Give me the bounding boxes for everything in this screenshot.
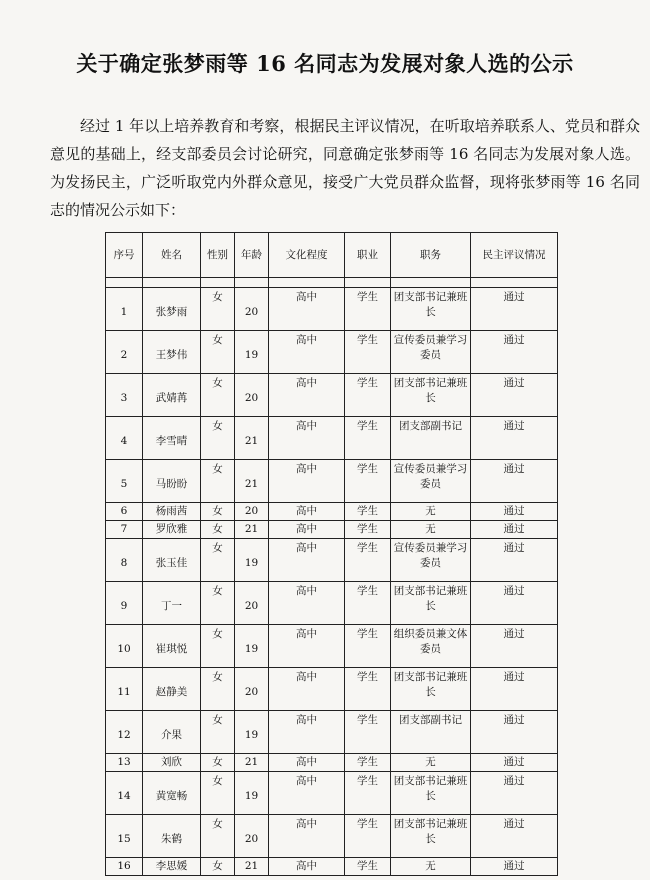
- cell-gender: 女: [201, 417, 235, 460]
- cell-no: 5: [106, 460, 143, 503]
- cell-gender: 女: [201, 772, 235, 815]
- cell-education: 高中: [269, 582, 345, 625]
- cell-no: 12: [106, 711, 143, 754]
- cell-age: 21: [235, 460, 269, 503]
- cell-name: 刘欣: [143, 754, 201, 772]
- cell-occupation: 学生: [345, 668, 391, 711]
- cell-age: 19: [235, 331, 269, 374]
- cell-name: 张玉佳: [143, 539, 201, 582]
- cell-name: 杨雨茜: [143, 503, 201, 521]
- table-row: [106, 772, 558, 815]
- cell-name: 崔琪悦: [143, 625, 201, 668]
- cell-name: 赵静美: [143, 668, 201, 711]
- cell-no: 15: [106, 815, 143, 858]
- cell-gender: 女: [201, 503, 235, 521]
- table-row: [106, 460, 558, 503]
- cell-age: 20: [235, 582, 269, 625]
- cell-gender: 女: [201, 582, 235, 625]
- cell-name: 李雪晴: [143, 417, 201, 460]
- header-review: 民主评议情况: [471, 233, 558, 278]
- cell-occupation: 学生: [345, 417, 391, 460]
- cell-gender: 女: [201, 460, 235, 503]
- cell-education: 高中: [269, 374, 345, 417]
- table-header-row: [106, 233, 558, 278]
- candidate-table: [105, 232, 558, 876]
- cell-position: 宣传委员兼学习委员: [391, 331, 471, 374]
- cell-review: 通过: [471, 503, 558, 521]
- cell-position: 宣传委员兼学习委员: [391, 460, 471, 503]
- cell-age: 20: [235, 668, 269, 711]
- cell-no: 14: [106, 772, 143, 815]
- cell-review: 通过: [471, 815, 558, 858]
- cell-name: 朱鹤: [143, 815, 201, 858]
- cell-review: 通过: [471, 582, 558, 625]
- cell-review: 通过: [471, 772, 558, 815]
- cell-occupation: 学生: [345, 539, 391, 582]
- cell-occupation: 学生: [345, 772, 391, 815]
- cell-gender: 女: [201, 815, 235, 858]
- cell-occupation: 学生: [345, 503, 391, 521]
- cell-gender: 女: [201, 625, 235, 668]
- header-position: 职务: [391, 233, 471, 278]
- cell-age: 21: [235, 754, 269, 772]
- cell-occupation: 学生: [345, 625, 391, 668]
- cell-age: 19: [235, 711, 269, 754]
- cell-occupation: 学生: [345, 331, 391, 374]
- header-education: 文化程度: [269, 233, 345, 278]
- cell-position: 团支部书记兼班长: [391, 288, 471, 331]
- cell-no: 9: [106, 582, 143, 625]
- cell-gender: 女: [201, 711, 235, 754]
- cell-position: 团支部书记兼班长: [391, 815, 471, 858]
- cell-gender: 女: [201, 539, 235, 582]
- table-row: [106, 417, 558, 460]
- cell-gender: 女: [201, 668, 235, 711]
- cell-position: 宣传委员兼学习委员: [391, 539, 471, 582]
- cell-education: 高中: [269, 815, 345, 858]
- cell-gender: 女: [201, 858, 235, 876]
- cell-review: 通过: [471, 754, 558, 772]
- cell-education: 高中: [269, 417, 345, 460]
- cell-position: 无: [391, 858, 471, 876]
- cell-occupation: 学生: [345, 521, 391, 539]
- cell-review: 通过: [471, 374, 558, 417]
- cell-name: 李思媛: [143, 858, 201, 876]
- cell-age: 19: [235, 539, 269, 582]
- cell-age: 20: [235, 374, 269, 417]
- cell-education: 高中: [269, 539, 345, 582]
- table-spacer-row: [106, 278, 558, 288]
- table-row: [106, 539, 558, 582]
- header-no: 序号: [106, 233, 143, 278]
- cell-no: 2: [106, 331, 143, 374]
- cell-education: 高中: [269, 858, 345, 876]
- cell-gender: 女: [201, 754, 235, 772]
- table-row: [106, 711, 558, 754]
- cell-review: 通过: [471, 625, 558, 668]
- cell-age: 19: [235, 625, 269, 668]
- cell-education: 高中: [269, 331, 345, 374]
- cell-position: 无: [391, 521, 471, 539]
- cell-name: 张梦雨: [143, 288, 201, 331]
- cell-no: 10: [106, 625, 143, 668]
- cell-name: 介果: [143, 711, 201, 754]
- intro-paragraph: 经过 1 年以上培养教育和考察，根据民主评议情况，在听取培养联系人、党员和群众意见的基础上，经支部委员会讨论研究，同意确定张梦雨等 16 名同志为发展对象人选。为发扬民主，广泛听取党内外群众意见，接受广大党员群众监督，现将张梦雨等 16 名同志的情况公示如下：: [50, 117, 640, 219]
- cell-occupation: 学生: [345, 711, 391, 754]
- cell-no: 8: [106, 539, 143, 582]
- cell-occupation: 学生: [345, 582, 391, 625]
- cell-education: 高中: [269, 521, 345, 539]
- cell-education: 高中: [269, 711, 345, 754]
- header-occupation: 职业: [345, 233, 391, 278]
- cell-review: 通过: [471, 711, 558, 754]
- document-title: 关于确定张梦雨等 16 名同志为发展对象人选的公示: [76, 51, 574, 76]
- cell-gender: 女: [201, 331, 235, 374]
- cell-review: 通过: [471, 288, 558, 331]
- cell-name: 马盼盼: [143, 460, 201, 503]
- table-row: [106, 668, 558, 711]
- cell-review: 通过: [471, 521, 558, 539]
- cell-occupation: 学生: [345, 754, 391, 772]
- table-row: [106, 374, 558, 417]
- cell-position: 团支部书记兼班长: [391, 582, 471, 625]
- cell-name: 王梦伟: [143, 331, 201, 374]
- cell-no: 4: [106, 417, 143, 460]
- header-age: 年龄: [235, 233, 269, 278]
- table-row: [106, 503, 558, 521]
- cell-age: 20: [235, 815, 269, 858]
- cell-age: 20: [235, 288, 269, 331]
- cell-age: 19: [235, 772, 269, 815]
- cell-position: 无: [391, 754, 471, 772]
- table-row: [106, 582, 558, 625]
- cell-education: 高中: [269, 754, 345, 772]
- cell-education: 高中: [269, 772, 345, 815]
- cell-occupation: 学生: [345, 460, 391, 503]
- cell-review: 通过: [471, 417, 558, 460]
- cell-education: 高中: [269, 503, 345, 521]
- header-name: 姓名: [143, 233, 201, 278]
- cell-no: 3: [106, 374, 143, 417]
- cell-review: 通过: [471, 331, 558, 374]
- cell-review: 通过: [471, 858, 558, 876]
- cell-age: 21: [235, 417, 269, 460]
- header-gender: 性别: [201, 233, 235, 278]
- cell-occupation: 学生: [345, 815, 391, 858]
- cell-education: 高中: [269, 288, 345, 331]
- cell-position: 团支部书记兼班长: [391, 668, 471, 711]
- cell-occupation: 学生: [345, 288, 391, 331]
- table-body: [106, 278, 558, 876]
- cell-education: 高中: [269, 625, 345, 668]
- cell-review: 通过: [471, 668, 558, 711]
- cell-occupation: 学生: [345, 858, 391, 876]
- cell-position: 组织委员兼文体委员: [391, 625, 471, 668]
- cell-gender: 女: [201, 374, 235, 417]
- table-row: [106, 288, 558, 331]
- table-row: [106, 521, 558, 539]
- table-row: [106, 331, 558, 374]
- cell-no: 1: [106, 288, 143, 331]
- cell-no: 7: [106, 521, 143, 539]
- cell-position: 团支部书记兼班长: [391, 374, 471, 417]
- cell-occupation: 学生: [345, 374, 391, 417]
- cell-position: 团支部书记兼班长: [391, 772, 471, 815]
- cell-name: 罗欣雅: [143, 521, 201, 539]
- table-row: [106, 815, 558, 858]
- table-row: [106, 858, 558, 876]
- table-row: [106, 754, 558, 772]
- cell-name: 丁一: [143, 582, 201, 625]
- cell-age: 21: [235, 858, 269, 876]
- cell-name: 黄宽畅: [143, 772, 201, 815]
- cell-no: 11: [106, 668, 143, 711]
- cell-no: 6: [106, 503, 143, 521]
- cell-gender: 女: [201, 288, 235, 331]
- cell-age: 21: [235, 521, 269, 539]
- cell-gender: 女: [201, 521, 235, 539]
- table-row: [106, 625, 558, 668]
- cell-position: 团支部副书记: [391, 417, 471, 460]
- cell-position: 无: [391, 503, 471, 521]
- cell-no: 13: [106, 754, 143, 772]
- cell-no: 16: [106, 858, 143, 876]
- cell-education: 高中: [269, 460, 345, 503]
- cell-name: 武婧苒: [143, 374, 201, 417]
- cell-review: 通过: [471, 460, 558, 503]
- cell-age: 20: [235, 503, 269, 521]
- cell-review: 通过: [471, 539, 558, 582]
- cell-position: 团支部副书记: [391, 711, 471, 754]
- cell-education: 高中: [269, 668, 345, 711]
